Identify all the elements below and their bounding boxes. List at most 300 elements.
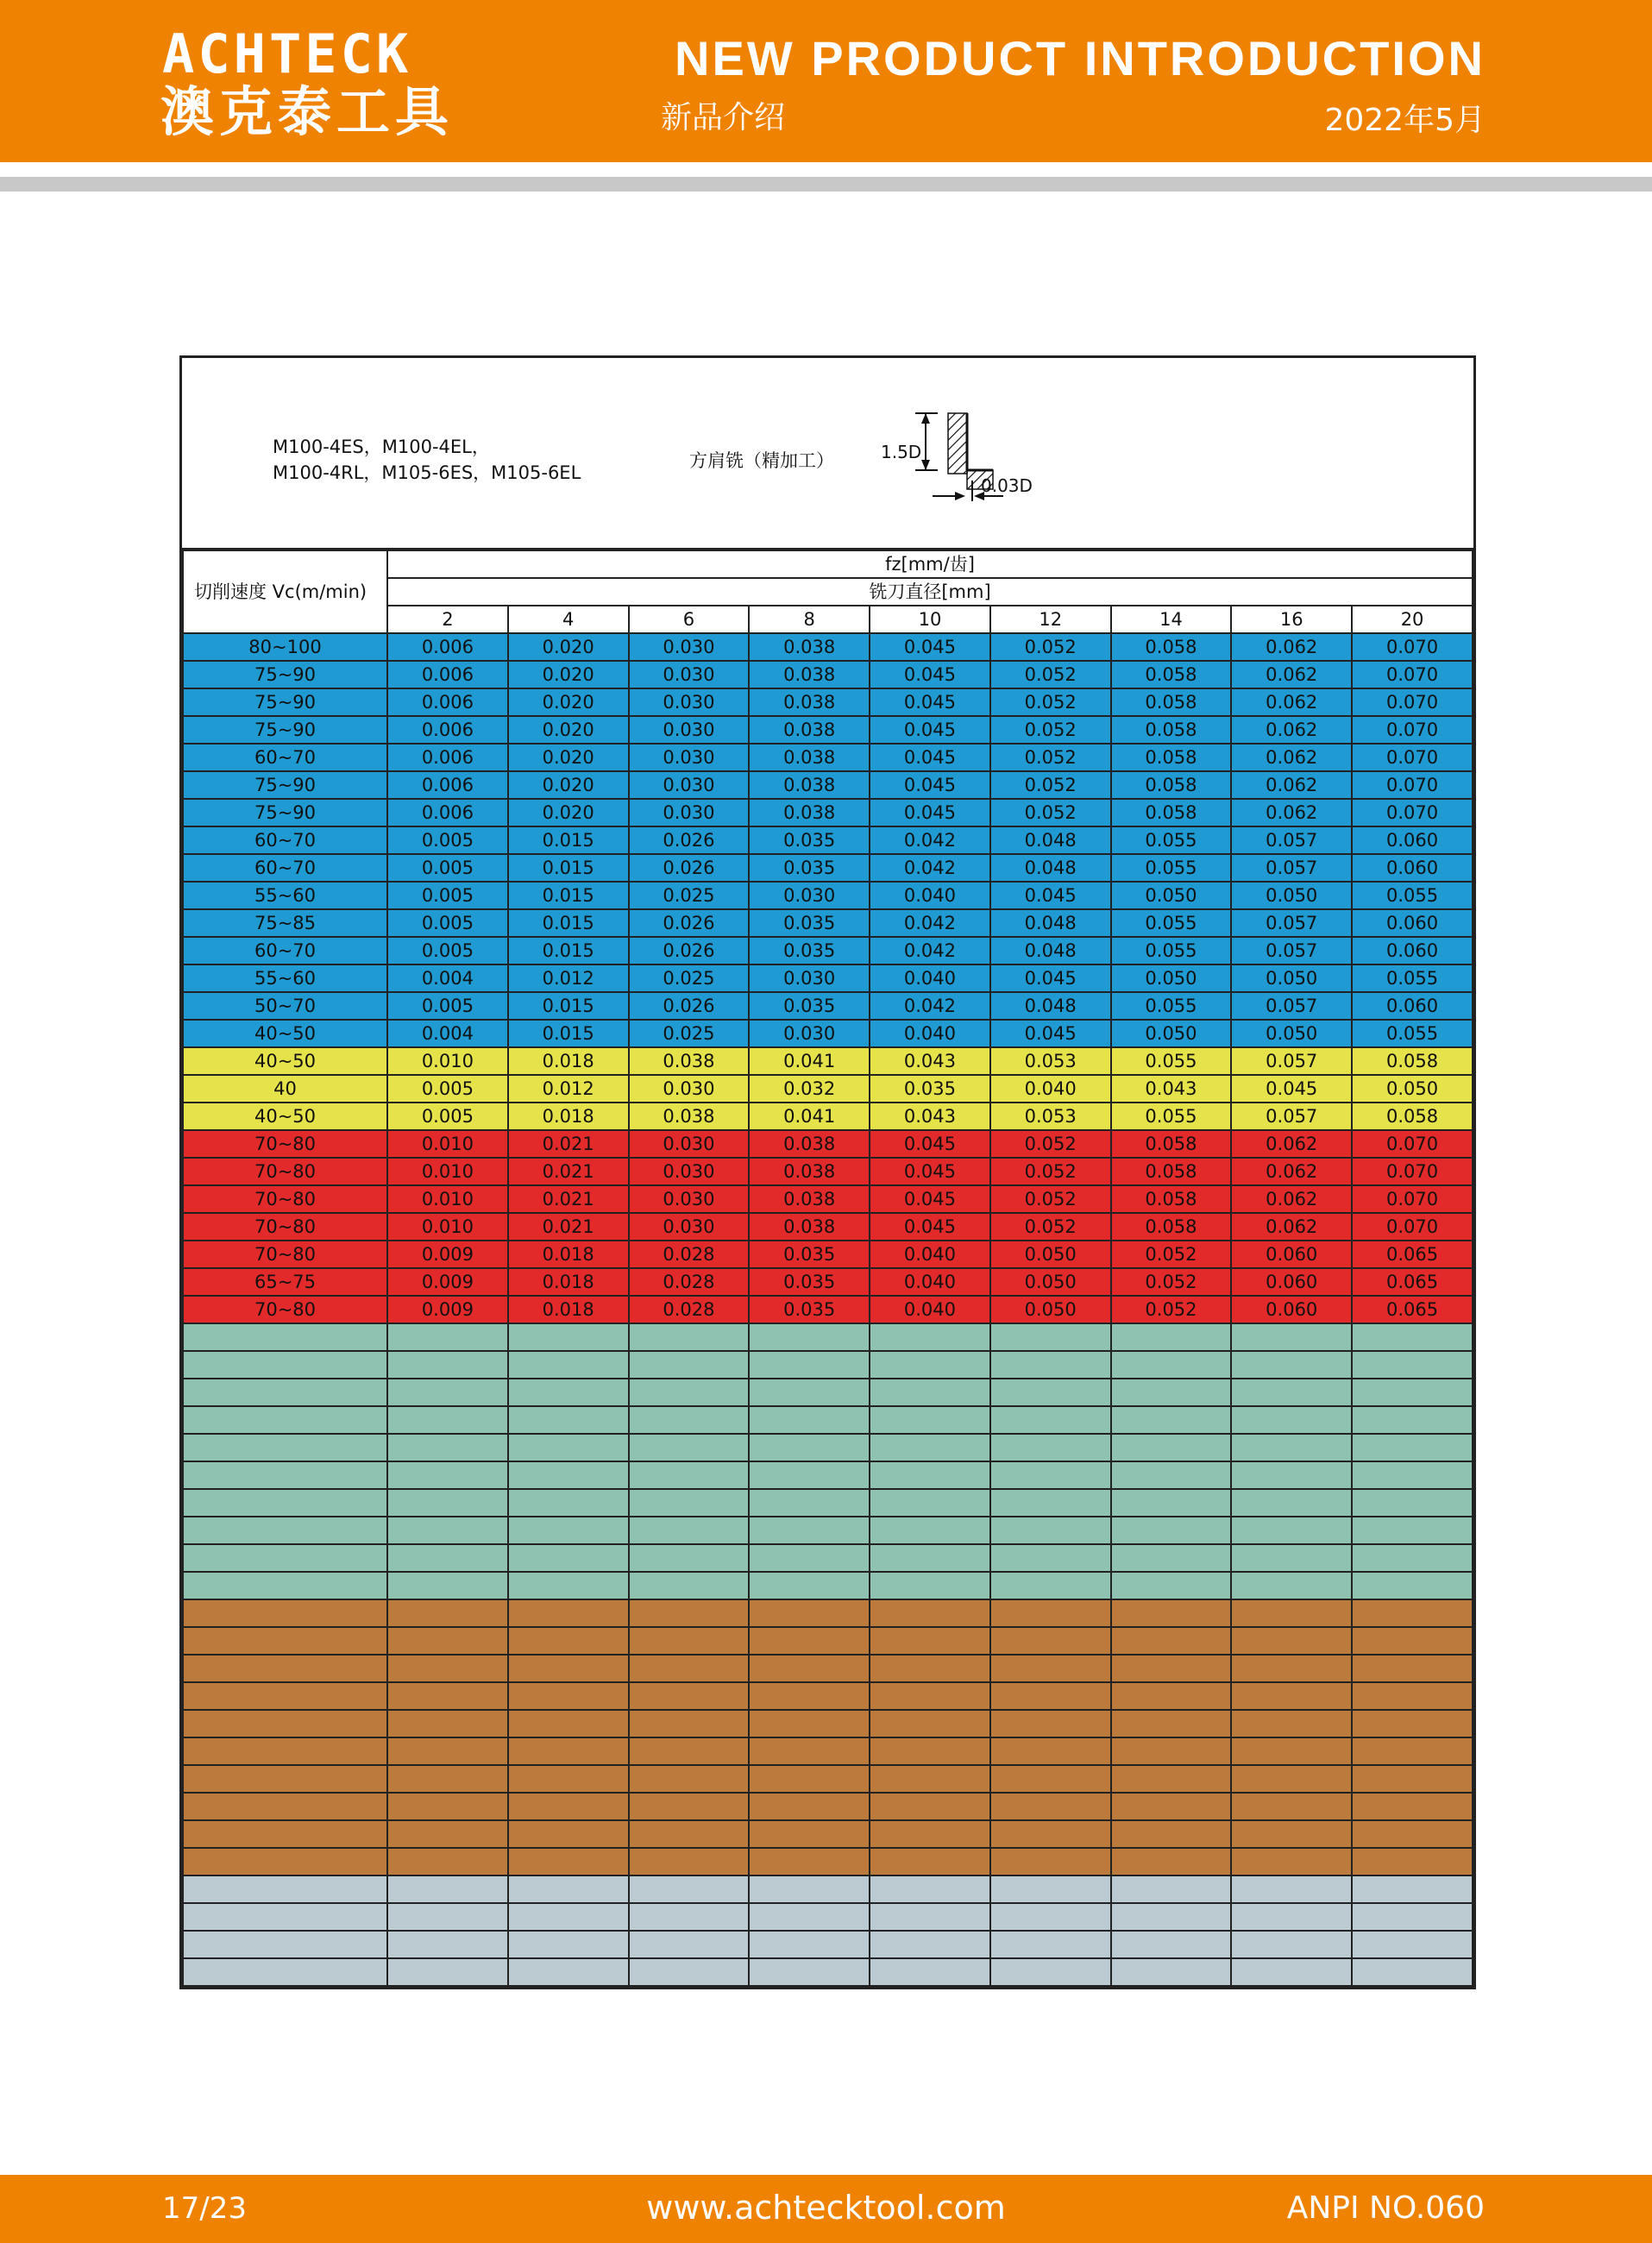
fz-cell: 0.035 bbox=[749, 937, 870, 964]
fz-cell: 0.060 bbox=[1352, 826, 1473, 854]
fz-cell: 0.030 bbox=[629, 716, 750, 744]
fz-cell: 0.035 bbox=[749, 1241, 870, 1268]
fz-cell: 0.042 bbox=[870, 854, 990, 882]
fz-cell: 0.055 bbox=[1111, 826, 1232, 854]
empty-cell bbox=[870, 1848, 990, 1875]
fz-cell: 0.058 bbox=[1111, 716, 1232, 744]
fz-cell: 0.025 bbox=[629, 882, 750, 909]
empty-cell bbox=[629, 1406, 750, 1434]
fz-cell: 0.058 bbox=[1111, 1213, 1232, 1241]
empty-cell bbox=[183, 1793, 387, 1820]
empty-cell bbox=[629, 1931, 750, 1958]
empty-table-row bbox=[183, 1323, 1473, 1351]
empty-cell bbox=[1231, 1406, 1352, 1434]
empty-cell bbox=[1111, 1848, 1232, 1875]
fz-cell: 0.062 bbox=[1231, 661, 1352, 688]
fz-cell: 0.030 bbox=[629, 771, 750, 799]
empty-cell bbox=[990, 1765, 1111, 1793]
fz-cell: 0.055 bbox=[1352, 964, 1473, 992]
empty-cell bbox=[870, 1931, 990, 1958]
empty-cell bbox=[629, 1461, 750, 1489]
empty-table-row bbox=[183, 1903, 1473, 1931]
fz-cell: 0.018 bbox=[508, 1296, 629, 1323]
table-row bbox=[183, 992, 1473, 1020]
fz-cell: 0.045 bbox=[990, 964, 1111, 992]
fz-cell: 0.045 bbox=[870, 1158, 990, 1185]
speed-cell: 75~90 bbox=[183, 661, 387, 688]
empty-table-row bbox=[183, 1820, 1473, 1848]
fz-cell: 0.038 bbox=[749, 661, 870, 688]
table-row bbox=[183, 661, 1473, 688]
fz-cell: 0.038 bbox=[629, 1103, 750, 1130]
fz-cell: 0.030 bbox=[629, 1213, 750, 1241]
fz-cell: 0.045 bbox=[870, 1213, 990, 1241]
table-row bbox=[183, 744, 1473, 771]
empty-cell bbox=[1352, 1875, 1473, 1903]
empty-cell bbox=[508, 1379, 629, 1406]
empty-cell bbox=[387, 1958, 508, 1986]
fz-cell: 0.057 bbox=[1231, 992, 1352, 1020]
fz-cell: 0.045 bbox=[870, 716, 990, 744]
fz-cell: 0.052 bbox=[990, 1213, 1111, 1241]
fz-cell: 0.058 bbox=[1352, 1047, 1473, 1075]
fz-cell: 0.004 bbox=[387, 1020, 508, 1047]
fz-cell: 0.050 bbox=[990, 1296, 1111, 1323]
empty-cell bbox=[1111, 1517, 1232, 1544]
fz-cell: 0.055 bbox=[1111, 992, 1232, 1020]
empty-cell bbox=[990, 1461, 1111, 1489]
empty-cell bbox=[183, 1544, 387, 1572]
fz-cell: 0.050 bbox=[1231, 882, 1352, 909]
empty-cell bbox=[629, 1323, 750, 1351]
empty-cell bbox=[1352, 1903, 1473, 1931]
fz-cell: 0.053 bbox=[990, 1103, 1111, 1130]
diameter-value: 16 bbox=[1231, 606, 1352, 633]
fz-cell: 0.020 bbox=[508, 633, 629, 661]
empty-cell bbox=[387, 1682, 508, 1710]
empty-cell bbox=[1231, 1875, 1352, 1903]
logo-wordmark: ACHTECK bbox=[162, 22, 412, 85]
speed-cell: 70~80 bbox=[183, 1130, 387, 1158]
fz-cell: 0.060 bbox=[1231, 1241, 1352, 1268]
fz-cell: 0.060 bbox=[1231, 1268, 1352, 1296]
empty-table-row bbox=[183, 1765, 1473, 1793]
empty-cell bbox=[1111, 1710, 1232, 1737]
fz-cell: 0.045 bbox=[870, 688, 990, 716]
empty-cell bbox=[1111, 1931, 1232, 1958]
fz-cell: 0.050 bbox=[1111, 882, 1232, 909]
empty-cell bbox=[629, 1627, 750, 1655]
empty-cell bbox=[508, 1958, 629, 1986]
fz-cell: 0.020 bbox=[508, 716, 629, 744]
header-subtitle: 新品介绍 bbox=[661, 100, 786, 135]
fz-cell: 0.005 bbox=[387, 826, 508, 854]
page-number: 17/23 bbox=[162, 2191, 247, 2226]
fz-cell: 0.057 bbox=[1231, 937, 1352, 964]
empty-cell bbox=[870, 1599, 990, 1627]
empty-cell bbox=[749, 1461, 870, 1489]
speed-cell: 60~70 bbox=[183, 937, 387, 964]
empty-table-row bbox=[183, 1572, 1473, 1599]
empty-cell bbox=[629, 1820, 750, 1848]
fz-cell: 0.021 bbox=[508, 1130, 629, 1158]
fz-cell: 0.030 bbox=[629, 1158, 750, 1185]
empty-cell bbox=[183, 1737, 387, 1765]
empty-cell bbox=[387, 1434, 508, 1461]
empty-cell bbox=[990, 1958, 1111, 1986]
empty-cell bbox=[508, 1323, 629, 1351]
table-row bbox=[183, 1130, 1473, 1158]
empty-cell bbox=[1231, 1903, 1352, 1931]
table-row bbox=[183, 688, 1473, 716]
fz-cell: 0.042 bbox=[870, 909, 990, 937]
table-row bbox=[183, 909, 1473, 937]
empty-cell bbox=[629, 1489, 750, 1517]
empty-cell bbox=[1231, 1931, 1352, 1958]
fz-cell: 0.060 bbox=[1352, 909, 1473, 937]
table-row bbox=[183, 1020, 1473, 1047]
empty-cell bbox=[990, 1737, 1111, 1765]
fz-cell: 0.005 bbox=[387, 937, 508, 964]
fz-cell: 0.018 bbox=[508, 1047, 629, 1075]
fz-cell: 0.062 bbox=[1231, 716, 1352, 744]
empty-cell bbox=[990, 1599, 1111, 1627]
empty-cell bbox=[387, 1406, 508, 1434]
empty-table-row bbox=[183, 1434, 1473, 1461]
empty-cell bbox=[1111, 1379, 1232, 1406]
fz-cell: 0.015 bbox=[508, 992, 629, 1020]
spec-box bbox=[182, 358, 1473, 550]
header-row-fz bbox=[183, 550, 1473, 578]
fz-cell: 0.038 bbox=[749, 633, 870, 661]
fz-cell: 0.070 bbox=[1352, 744, 1473, 771]
empty-cell bbox=[629, 1682, 750, 1710]
empty-cell bbox=[990, 1406, 1111, 1434]
empty-cell bbox=[629, 1903, 750, 1931]
fz-cell: 0.050 bbox=[1231, 1020, 1352, 1047]
empty-table-row bbox=[183, 1737, 1473, 1765]
speed-cell: 60~70 bbox=[183, 854, 387, 882]
diameter-value: 6 bbox=[629, 606, 750, 633]
depth-label: 1.5D bbox=[881, 442, 922, 462]
fz-cell: 0.058 bbox=[1111, 771, 1232, 799]
empty-cell bbox=[183, 1820, 387, 1848]
fz-cell: 0.050 bbox=[1352, 1075, 1473, 1103]
empty-cell bbox=[629, 1765, 750, 1793]
empty-cell bbox=[508, 1848, 629, 1875]
empty-cell bbox=[1111, 1406, 1232, 1434]
empty-cell bbox=[1111, 1958, 1232, 1986]
fz-cell: 0.060 bbox=[1231, 1296, 1352, 1323]
empty-cell bbox=[1231, 1820, 1352, 1848]
logo-chinese: 澳克泰工具 bbox=[160, 80, 455, 143]
fz-cell: 0.030 bbox=[629, 688, 750, 716]
empty-table-row bbox=[183, 1655, 1473, 1682]
empty-cell bbox=[749, 1737, 870, 1765]
empty-cell bbox=[990, 1875, 1111, 1903]
empty-cell bbox=[749, 1434, 870, 1461]
empty-cell bbox=[1352, 1406, 1473, 1434]
fz-cell: 0.070 bbox=[1352, 633, 1473, 661]
fz-cell: 0.055 bbox=[1352, 1020, 1473, 1047]
empty-cell bbox=[749, 1765, 870, 1793]
fz-cell: 0.010 bbox=[387, 1158, 508, 1185]
fz-cell: 0.058 bbox=[1352, 1103, 1473, 1130]
fz-cell: 0.005 bbox=[387, 882, 508, 909]
table-row bbox=[183, 1241, 1473, 1268]
table-row bbox=[183, 964, 1473, 992]
empty-cell bbox=[1352, 1793, 1473, 1820]
empty-cell bbox=[749, 1903, 870, 1931]
fz-cell: 0.006 bbox=[387, 688, 508, 716]
empty-cell bbox=[990, 1848, 1111, 1875]
empty-cell bbox=[1352, 1820, 1473, 1848]
empty-cell bbox=[1231, 1958, 1352, 1986]
fz-cell: 0.040 bbox=[870, 1268, 990, 1296]
fz-cell: 0.045 bbox=[870, 771, 990, 799]
empty-cell bbox=[508, 1599, 629, 1627]
fz-cell: 0.048 bbox=[990, 937, 1111, 964]
empty-cell bbox=[508, 1351, 629, 1379]
empty-cell bbox=[990, 1351, 1111, 1379]
table-row bbox=[183, 1268, 1473, 1296]
fz-cell: 0.038 bbox=[749, 1158, 870, 1185]
fz-cell: 0.055 bbox=[1111, 1047, 1232, 1075]
fz-cell: 0.055 bbox=[1352, 882, 1473, 909]
empty-cell bbox=[1111, 1655, 1232, 1682]
fz-cell: 0.020 bbox=[508, 799, 629, 826]
fz-cell: 0.065 bbox=[1352, 1241, 1473, 1268]
empty-cell bbox=[870, 1572, 990, 1599]
empty-cell bbox=[1111, 1489, 1232, 1517]
fz-cell: 0.006 bbox=[387, 799, 508, 826]
fz-cell: 0.058 bbox=[1111, 1130, 1232, 1158]
fz-cell: 0.053 bbox=[990, 1047, 1111, 1075]
empty-cell bbox=[1231, 1461, 1352, 1489]
empty-table-row bbox=[183, 1517, 1473, 1544]
fz-cell: 0.062 bbox=[1231, 688, 1352, 716]
fz-cell: 0.026 bbox=[629, 992, 750, 1020]
empty-cell bbox=[387, 1517, 508, 1544]
empty-cell bbox=[1231, 1793, 1352, 1820]
empty-cell bbox=[1111, 1599, 1232, 1627]
empty-table-row bbox=[183, 1461, 1473, 1489]
fz-cell: 0.032 bbox=[749, 1075, 870, 1103]
fz-cell: 0.035 bbox=[749, 854, 870, 882]
empty-table-row bbox=[183, 1379, 1473, 1406]
empty-cell bbox=[870, 1737, 990, 1765]
empty-cell bbox=[1352, 1627, 1473, 1655]
fz-cell: 0.021 bbox=[508, 1213, 629, 1241]
fz-cell: 0.006 bbox=[387, 771, 508, 799]
empty-cell bbox=[1231, 1848, 1352, 1875]
diameter-value: 8 bbox=[749, 606, 870, 633]
empty-cell bbox=[629, 1958, 750, 1986]
empty-cell bbox=[508, 1875, 629, 1903]
empty-cell bbox=[183, 1682, 387, 1710]
fz-cell: 0.052 bbox=[990, 1130, 1111, 1158]
fz-cell: 0.055 bbox=[1111, 937, 1232, 964]
fz-cell: 0.045 bbox=[870, 799, 990, 826]
fz-cell: 0.038 bbox=[749, 771, 870, 799]
empty-cell bbox=[508, 1682, 629, 1710]
empty-table-row bbox=[183, 1848, 1473, 1875]
empty-cell bbox=[387, 1903, 508, 1931]
empty-cell bbox=[1231, 1351, 1352, 1379]
empty-table-row bbox=[183, 1627, 1473, 1655]
empty-cell bbox=[870, 1793, 990, 1820]
empty-cell bbox=[1352, 1958, 1473, 1986]
empty-cell bbox=[387, 1572, 508, 1599]
diameter-value: 2 bbox=[387, 606, 508, 633]
empty-cell bbox=[183, 1903, 387, 1931]
fz-cell: 0.038 bbox=[749, 1213, 870, 1241]
empty-cell bbox=[990, 1489, 1111, 1517]
fz-cell: 0.062 bbox=[1231, 1185, 1352, 1213]
fz-cell: 0.057 bbox=[1231, 1047, 1352, 1075]
anpi-number: ANPI NO.060 bbox=[1286, 2190, 1485, 2226]
speed-cell: 75~90 bbox=[183, 799, 387, 826]
website-url: www.achtecktool.com bbox=[646, 2189, 1006, 2227]
empty-cell bbox=[508, 1434, 629, 1461]
empty-cell bbox=[1111, 1351, 1232, 1379]
fz-cell: 0.009 bbox=[387, 1268, 508, 1296]
fz-cell: 0.045 bbox=[870, 633, 990, 661]
empty-cell bbox=[508, 1627, 629, 1655]
empty-cell bbox=[387, 1599, 508, 1627]
table-row bbox=[183, 1213, 1473, 1241]
fz-cell: 0.052 bbox=[1111, 1268, 1232, 1296]
fz-cell: 0.041 bbox=[749, 1047, 870, 1075]
empty-cell bbox=[870, 1544, 990, 1572]
empty-cell bbox=[749, 1931, 870, 1958]
table-row bbox=[183, 937, 1473, 964]
fz-cell: 0.062 bbox=[1231, 633, 1352, 661]
diameter-value: 4 bbox=[508, 606, 629, 633]
empty-cell bbox=[1231, 1379, 1352, 1406]
fz-cell: 0.062 bbox=[1231, 744, 1352, 771]
table-row bbox=[183, 716, 1473, 744]
fz-cell: 0.010 bbox=[387, 1047, 508, 1075]
fz-cell: 0.041 bbox=[749, 1103, 870, 1130]
empty-cell bbox=[629, 1517, 750, 1544]
operation-label: 方肩铣（精加工） bbox=[689, 450, 834, 471]
shoulder-milling-diagram-icon bbox=[881, 391, 1062, 512]
empty-cell bbox=[183, 1434, 387, 1461]
empty-cell bbox=[1352, 1848, 1473, 1875]
fz-cell: 0.026 bbox=[629, 909, 750, 937]
fz-cell: 0.026 bbox=[629, 826, 750, 854]
empty-cell bbox=[870, 1461, 990, 1489]
fz-cell: 0.042 bbox=[870, 937, 990, 964]
fz-cell: 0.006 bbox=[387, 661, 508, 688]
fz-cell: 0.050 bbox=[990, 1268, 1111, 1296]
empty-cell bbox=[508, 1903, 629, 1931]
fz-cell: 0.020 bbox=[508, 688, 629, 716]
empty-table-row bbox=[183, 1958, 1473, 1986]
fz-cell: 0.058 bbox=[1111, 633, 1232, 661]
header-date: 2022年5月 bbox=[1324, 103, 1486, 138]
fz-cell: 0.058 bbox=[1111, 1185, 1232, 1213]
empty-table-row bbox=[183, 1793, 1473, 1820]
fz-cell: 0.070 bbox=[1352, 799, 1473, 826]
empty-cell bbox=[508, 1572, 629, 1599]
speed-cell: 70~80 bbox=[183, 1185, 387, 1213]
empty-cell bbox=[749, 1793, 870, 1820]
empty-cell bbox=[183, 1765, 387, 1793]
fz-cell: 0.042 bbox=[870, 992, 990, 1020]
empty-cell bbox=[508, 1461, 629, 1489]
empty-cell bbox=[870, 1655, 990, 1682]
empty-cell bbox=[387, 1710, 508, 1737]
empty-cell bbox=[183, 1572, 387, 1599]
empty-cell bbox=[183, 1406, 387, 1434]
empty-cell bbox=[183, 1627, 387, 1655]
table-row bbox=[183, 771, 1473, 799]
fz-cell: 0.030 bbox=[749, 882, 870, 909]
empty-cell bbox=[990, 1710, 1111, 1737]
fz-cell: 0.028 bbox=[629, 1268, 750, 1296]
empty-cell bbox=[387, 1793, 508, 1820]
empty-table-row bbox=[183, 1599, 1473, 1627]
fz-cell: 0.070 bbox=[1352, 661, 1473, 688]
empty-cell bbox=[870, 1710, 990, 1737]
fz-cell: 0.052 bbox=[990, 688, 1111, 716]
empty-cell bbox=[629, 1875, 750, 1903]
fz-cell: 0.050 bbox=[1111, 964, 1232, 992]
fz-cell: 0.038 bbox=[749, 716, 870, 744]
speed-cell: 40~50 bbox=[183, 1047, 387, 1075]
fz-cell: 0.021 bbox=[508, 1158, 629, 1185]
fz-cell: 0.018 bbox=[508, 1268, 629, 1296]
table-row bbox=[183, 1158, 1473, 1185]
empty-cell bbox=[1352, 1682, 1473, 1710]
empty-cell bbox=[629, 1655, 750, 1682]
empty-cell bbox=[1352, 1379, 1473, 1406]
fz-cell: 0.060 bbox=[1352, 937, 1473, 964]
empty-cell bbox=[870, 1323, 990, 1351]
fz-cell: 0.030 bbox=[629, 1075, 750, 1103]
empty-cell bbox=[387, 1820, 508, 1848]
empty-cell bbox=[629, 1737, 750, 1765]
fz-cell: 0.025 bbox=[629, 964, 750, 992]
empty-table-row bbox=[183, 1406, 1473, 1434]
fz-cell: 0.028 bbox=[629, 1296, 750, 1323]
fz-cell: 0.058 bbox=[1111, 744, 1232, 771]
fz-cell: 0.030 bbox=[629, 661, 750, 688]
empty-cell bbox=[990, 1572, 1111, 1599]
empty-cell bbox=[1111, 1434, 1232, 1461]
fz-cell: 0.009 bbox=[387, 1241, 508, 1268]
fz-cell: 0.065 bbox=[1352, 1268, 1473, 1296]
fz-cell: 0.026 bbox=[629, 937, 750, 964]
speed-cell: 70~80 bbox=[183, 1296, 387, 1323]
empty-cell bbox=[1111, 1903, 1232, 1931]
empty-cell bbox=[1352, 1351, 1473, 1379]
fz-cell: 0.005 bbox=[387, 854, 508, 882]
speed-cell: 75~90 bbox=[183, 771, 387, 799]
fz-cell: 0.070 bbox=[1352, 1158, 1473, 1185]
fz-cell: 0.035 bbox=[749, 1296, 870, 1323]
fz-cell: 0.015 bbox=[508, 909, 629, 937]
fz-cell: 0.070 bbox=[1352, 1185, 1473, 1213]
empty-cell bbox=[387, 1737, 508, 1765]
empty-cell bbox=[1352, 1655, 1473, 1682]
empty-cell bbox=[1231, 1655, 1352, 1682]
fz-cell: 0.015 bbox=[508, 826, 629, 854]
fz-cell: 0.055 bbox=[1111, 1103, 1232, 1130]
diameter-value: 10 bbox=[870, 606, 990, 633]
